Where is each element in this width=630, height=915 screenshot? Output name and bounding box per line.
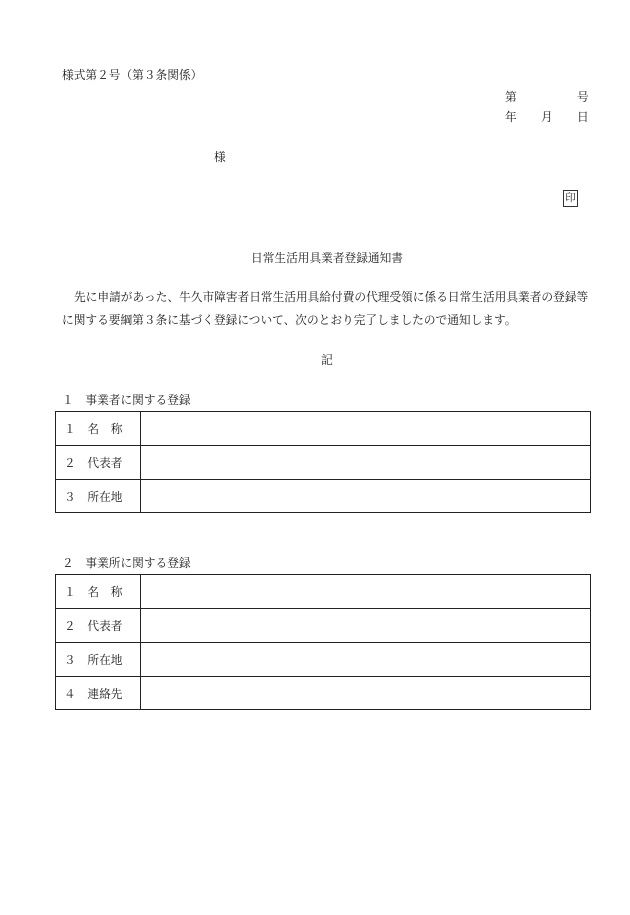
table-row: [56, 412, 590, 445]
document-number-suffix: 号: [577, 90, 589, 104]
section2-heading: ２ 事業所に関する登録: [62, 556, 191, 570]
row-label: ２ 代表者: [56, 446, 141, 479]
document-number-prefix: 第: [505, 90, 517, 104]
date-month: 月: [541, 110, 553, 124]
date-day: 日: [577, 110, 589, 124]
table-row: [56, 575, 590, 608]
row-label: １ 名 称: [56, 412, 141, 445]
row-label: ３ 所在地: [56, 480, 141, 513]
section1-heading: １ 事業者に関する登録: [62, 393, 191, 407]
row-label: ４ 連絡先: [56, 677, 141, 710]
row-value-cell: [141, 446, 590, 479]
section2-table: [55, 574, 591, 710]
body-line-2: に関する要綱第３条に基づく登録について、次のとおり完了しましたので通知します。: [62, 313, 517, 327]
addressee-suffix: 様: [214, 150, 226, 164]
table-row: [56, 608, 590, 642]
table-row: [56, 676, 590, 710]
row-value-cell: [141, 677, 590, 710]
row-label: ２ 代表者: [56, 609, 141, 642]
date-year: 年: [505, 110, 517, 124]
form-number: 様式第２号（第３条関係）: [62, 68, 203, 82]
section1-table: [55, 411, 591, 513]
table-row: [56, 479, 590, 513]
row-label: ３ 所在地: [56, 643, 141, 676]
body-line-1: 先に申請があった、牛久市障害者日常生活用具給付費の代理受領に係る日常生活用具業者の登録等: [74, 290, 589, 304]
ki-heading: 記: [321, 353, 333, 367]
seal-mark: 印: [563, 190, 578, 207]
row-label: １ 名 称: [56, 575, 141, 608]
row-value-cell: [141, 575, 590, 608]
row-value-cell: [141, 480, 590, 513]
document-title: 日常生活用具業者登録通知書: [251, 251, 403, 265]
row-value-cell: [141, 609, 590, 642]
row-value-cell: [141, 412, 590, 445]
table-row: [56, 642, 590, 676]
table-row: [56, 445, 590, 479]
row-value-cell: [141, 643, 590, 676]
